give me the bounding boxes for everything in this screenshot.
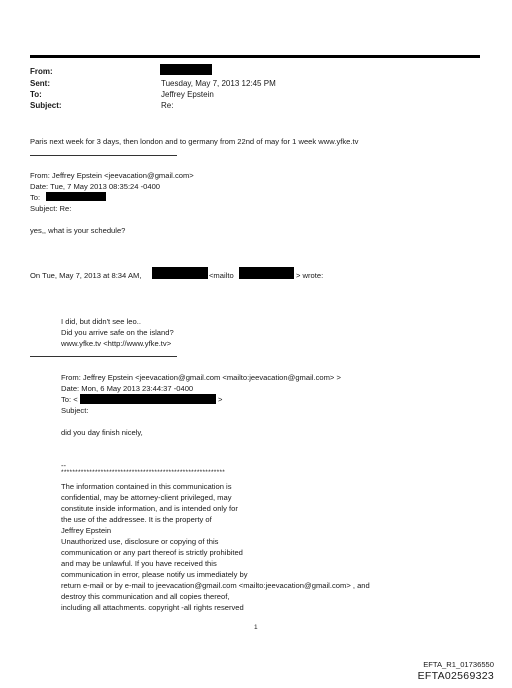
quote-suffix: > wrote: <box>296 271 324 280</box>
quoted-line-1: I did, but didn't see leo.. <box>61 317 141 326</box>
footer-id-1: EFTA_R1_01736550 <box>423 660 494 669</box>
redaction-box <box>160 64 212 75</box>
redaction-box <box>80 394 216 404</box>
msg2-body: did you day finish nicely, <box>61 428 143 437</box>
msg1-date: Date: Tue, 7 May 2013 08:35:24 -0400 <box>30 182 161 191</box>
sig-stars: ********************************************************** <box>61 469 226 476</box>
body-text: Paris next week for 3 days, then london and to germany from 22nd of may for 1 week www.yfke.tv <box>30 137 359 146</box>
sent-value: Tuesday, May 7, 2013 12:45 PM <box>161 79 276 88</box>
header-top-rule <box>30 55 480 58</box>
page-number: 1 <box>254 624 258 631</box>
subject-label: Subject: <box>30 101 62 110</box>
disclaimer-line: The information contained in this communication is <box>61 482 232 491</box>
msg2-to-end: > <box>218 395 223 404</box>
msg1-body: yes,, what is your schedule? <box>30 226 126 235</box>
sent-label: Sent: <box>30 79 50 88</box>
redaction-box <box>46 192 106 201</box>
subject-value: Re: <box>161 101 174 110</box>
footer-id-2: EFTA02569323 <box>417 670 494 682</box>
redaction-box <box>239 267 294 279</box>
disclaimer-line: communication or any part thereof is strictly prohibited <box>61 548 243 557</box>
disclaimer-line: and may be unlawful. If you have received this <box>61 559 217 568</box>
sig-dashes: -- <box>61 461 67 470</box>
disclaimer-line: return e-mail or by e-mail to jeevacation@gmail.com <mailto:jeevacation@gmail.com> , and <box>61 581 370 590</box>
disclaimer-line: the use of the addressee. It is the property of <box>61 515 212 524</box>
msg1-to: To: <box>30 193 41 202</box>
quoted-line-3: www.yfke.tv <http://www.yfke.tv> <box>61 339 172 348</box>
from-label: From: <box>30 67 53 76</box>
disclaimer-line: constitute inside information, and is intended only for <box>61 504 238 513</box>
msg1-from: From: Jeffrey Epstein <jeevacation@gmail.com> <box>30 171 194 180</box>
separator-line <box>30 155 177 156</box>
msg2-date: Date: Mon, 6 May 2013 23:44:37 -0400 <box>61 384 194 393</box>
redaction-box <box>152 267 208 279</box>
to-label: To: <box>30 90 42 99</box>
disclaimer-line: communication in error, please notify us immediately by <box>61 570 248 579</box>
to-value: Jeffrey Epstein <box>161 90 214 99</box>
disclaimer-line: Unauthorized use, disclosure or copying of this <box>61 537 219 546</box>
quoted-line-2: Did you arrive safe on the island? <box>61 328 174 337</box>
quote-prefix: On Tue, May 7, 2013 at 8:34 AM, <box>30 271 142 280</box>
disclaimer-line: Jeffrey Epstein <box>61 526 112 535</box>
separator-line <box>30 356 177 357</box>
msg2-to: To: < <box>61 395 78 404</box>
msg1-subject: Subject: Re: <box>30 204 72 213</box>
quote-mailto: <mailto <box>209 271 234 280</box>
msg2-from: From: Jeffrey Epstein <jeevacation@gmail.com <mailto:jeevacation@gmail.com> > <box>61 373 341 382</box>
disclaimer-line: destroy this communication and all copies thereof, <box>61 592 230 601</box>
disclaimer-line: including all attachments. copyright -all rights reserved <box>61 603 244 612</box>
disclaimer-line: confidential, may be attorney-client privileged, may <box>61 493 232 502</box>
msg2-subject: Subject: <box>61 406 89 415</box>
